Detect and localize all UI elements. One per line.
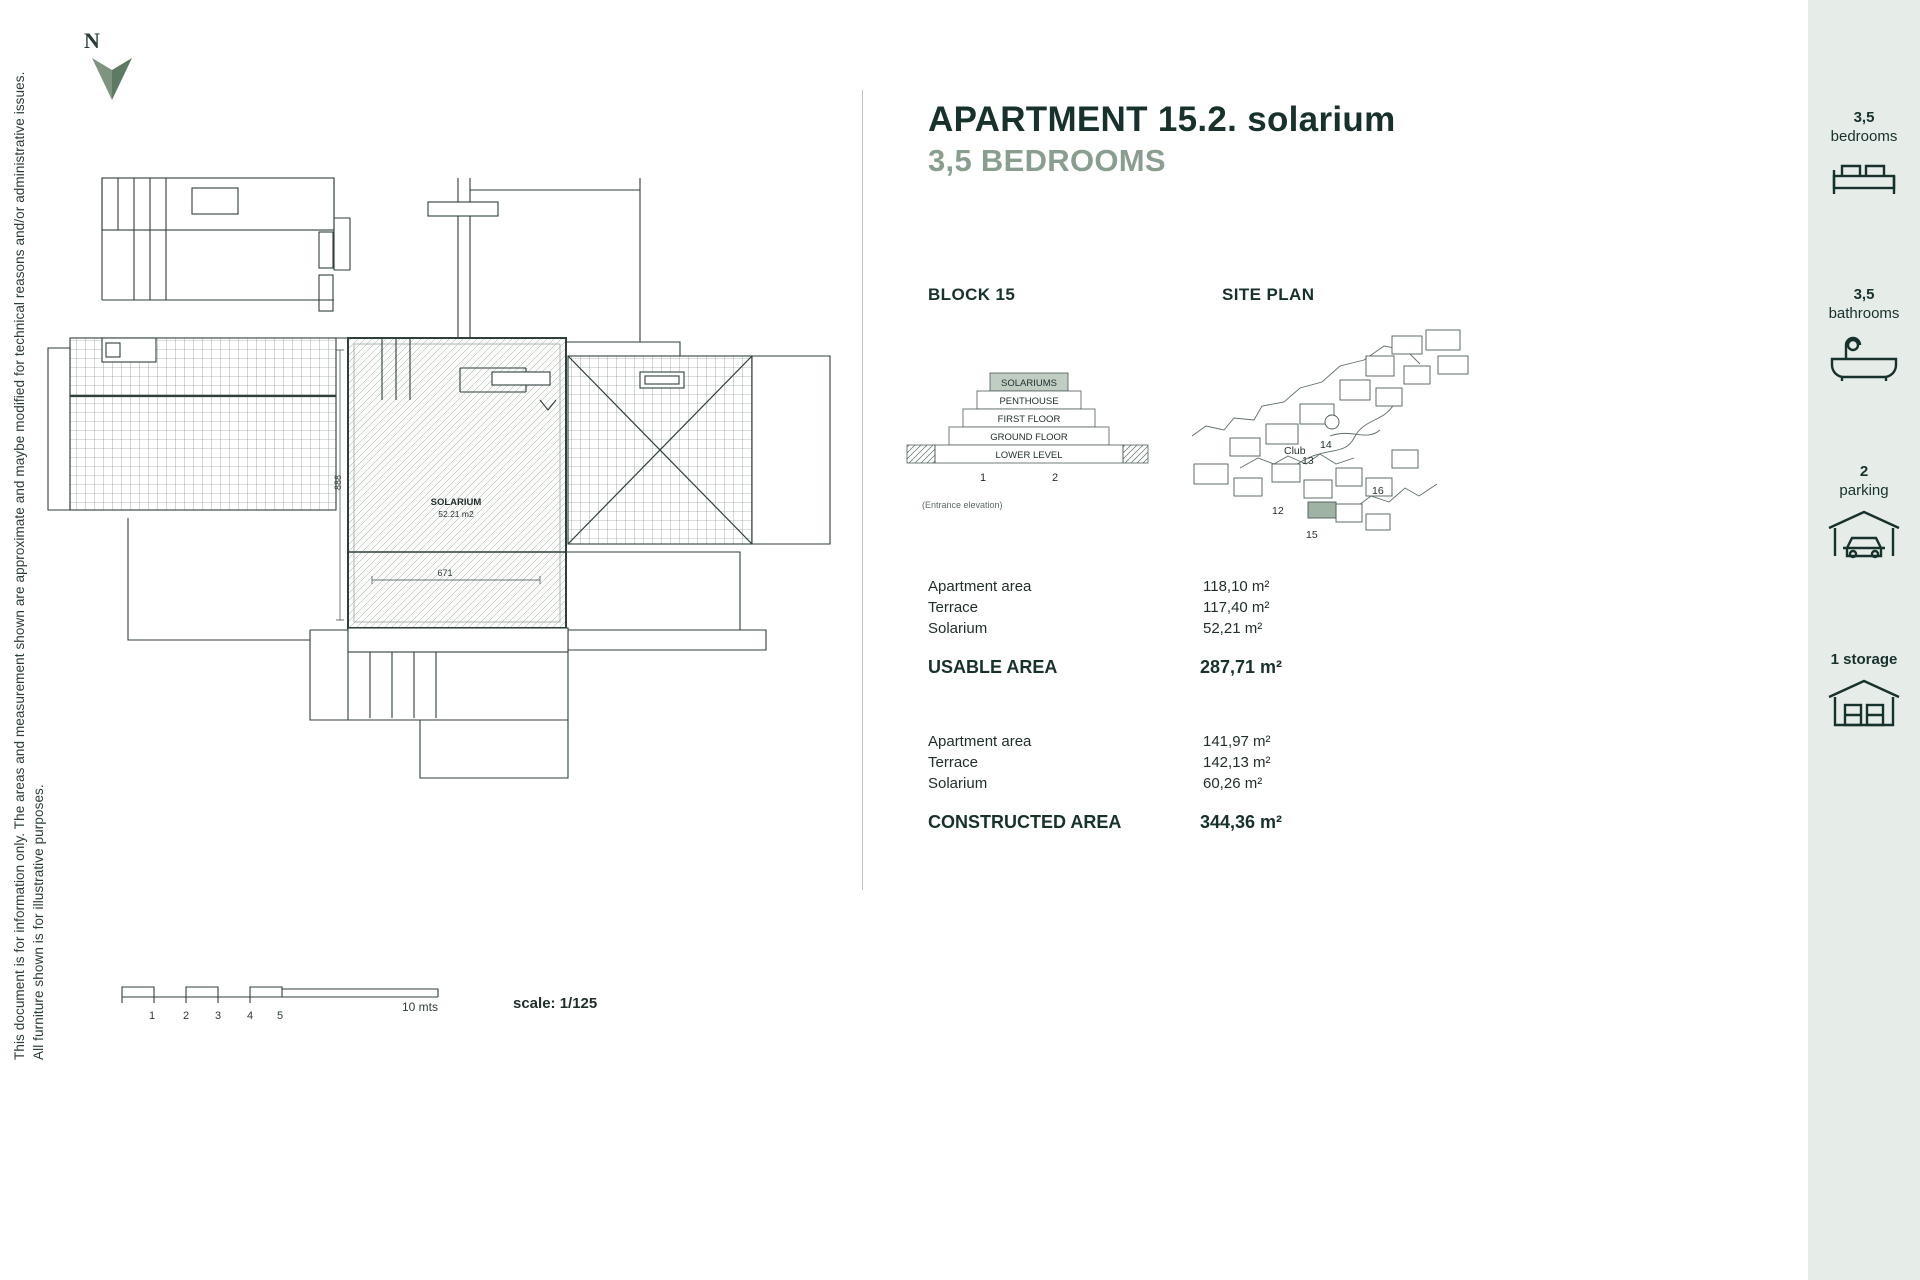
page-title <box>928 100 1396 140</box>
usable-row-apartment <box>928 578 1328 599</box>
page-title-strong: APARTMENT <box>928 100 1148 139</box>
disclaimer-line-1: This document is for information only. The areas and measurement shown are approximate and maybe modified for technical reasons and/or administrative issues. <box>12 71 27 1060</box>
constructed-area-total-value: 344,36 m² <box>1200 812 1283 832</box>
plan-room-label: SOLARIUM <box>430 497 482 508</box>
plan-room-area: 52.21 m2 <box>438 509 474 519</box>
constructed-row-solarium-value: 60,26 m² <box>1203 775 1263 792</box>
entrance-elevation-note: (Entrance elevation) <box>922 500 1003 510</box>
site-label-13: 13 <box>1302 455 1314 467</box>
scale-end-label: 10 mts <box>402 1000 439 1014</box>
usable-row-solarium <box>928 620 1328 641</box>
block-marker-2: 2 <box>1051 472 1059 484</box>
bathrooms-count: 3,5 <box>1853 286 1875 303</box>
vertical-divider <box>862 90 863 890</box>
constructed-row-apartment <box>928 733 1328 754</box>
block-heading: BLOCK 15 <box>928 285 1016 304</box>
storage-icon <box>1808 677 1920 729</box>
scale-tick-1: 1 <box>148 1010 156 1022</box>
sidebar-item-storage <box>1808 650 1920 729</box>
usable-row-terrace-label: Terrace <box>928 599 979 616</box>
bed-icon <box>1808 154 1920 200</box>
site-label-16: 16 <box>1372 485 1384 497</box>
block-level-solariums: SOLARIUMS <box>1001 378 1057 389</box>
usable-area-total-value: 287,71 m² <box>1200 657 1283 677</box>
usable-row-terrace-value: 117,40 m² <box>1203 599 1270 616</box>
block-level-ground-floor: GROUND FLOOR <box>990 432 1068 443</box>
car-garage-icon <box>1808 508 1920 560</box>
usable-row-terrace <box>928 599 1328 620</box>
north-arrow-icon <box>90 56 134 106</box>
constructed-area-total-label: CONSTRUCTED AREA <box>928 812 1122 832</box>
usable-row-apartment-value: 118,10 m² <box>1203 578 1270 595</box>
constructed-row-solarium-label: Solarium <box>928 775 988 792</box>
constructed-area-total <box>928 812 1328 846</box>
site-plan-heading: SITE PLAN <box>1222 285 1315 304</box>
parking-count: 2 <box>1859 463 1869 480</box>
scale-tick-3: 3 <box>214 1010 222 1022</box>
features-sidebar <box>1808 0 1920 1280</box>
plan-dimension-vertical: 888 <box>333 474 343 490</box>
page-subtitle: 3,5 BEDROOMS <box>928 143 1166 178</box>
sidebar-item-bedrooms <box>1808 108 1920 200</box>
site-plan-diagram <box>1180 318 1480 548</box>
constructed-row-apartment-value: 141,97 m² <box>1203 733 1271 750</box>
disclaimer-line-2: All furniture shown is for illustrative purposes. <box>31 784 46 1060</box>
north-arrow <box>84 28 154 108</box>
bedrooms-count: 3,5 <box>1853 109 1875 126</box>
site-label-15: 15 <box>1306 529 1318 541</box>
usable-row-solarium-value: 52,21 m² <box>1203 620 1263 637</box>
bathtub-icon <box>1808 331 1920 383</box>
sidebar-item-bathrooms <box>1808 285 1920 383</box>
block-level-lower-level: LOWER LEVEL <box>995 450 1063 461</box>
usable-area-total-label: USABLE AREA <box>928 657 1058 677</box>
constructed-row-terrace <box>928 754 1328 775</box>
usable-area-total <box>928 657 1328 691</box>
parking-label: parking <box>1839 482 1889 499</box>
constructed-row-apartment-label: Apartment area <box>928 733 1032 750</box>
scale-tick-4: 4 <box>246 1010 254 1022</box>
areas-tables <box>928 578 1328 846</box>
storage-count: 1 storage <box>1830 651 1898 668</box>
block-level-penthouse: PENTHOUSE <box>999 396 1059 407</box>
scale-tick-2: 2 <box>182 1010 190 1022</box>
usable-row-solarium-label: Solarium <box>928 620 988 637</box>
floor-plan-drawing <box>40 160 860 840</box>
scale-ratio-label: scale: 1/125 <box>513 995 598 1012</box>
bedrooms-label: bedrooms <box>1830 128 1898 145</box>
site-label-club: Club <box>1284 445 1306 457</box>
block-elevation-diagram <box>905 365 1150 500</box>
constructed-row-solarium <box>928 775 1328 796</box>
site-label-14: 14 <box>1320 439 1332 451</box>
site-label-12: 12 <box>1272 505 1284 517</box>
plan-dimension-horizontal: 671 <box>437 568 453 578</box>
scale-tick-5: 5 <box>276 1010 284 1022</box>
block-level-first-floor: FIRST FLOOR <box>997 414 1061 425</box>
page-title-rest: 15.2. solarium <box>1157 100 1396 139</box>
constructed-row-terrace-value: 142,13 m² <box>1203 754 1271 771</box>
block-marker-1: 1 <box>979 472 987 484</box>
bathrooms-label: bathrooms <box>1828 305 1900 322</box>
north-label: N <box>84 28 100 53</box>
sidebar-item-parking <box>1808 462 1920 560</box>
constructed-row-terrace-label: Terrace <box>928 754 979 771</box>
areas-spacer <box>928 691 1328 733</box>
usable-row-apartment-label: Apartment area <box>928 578 1032 595</box>
